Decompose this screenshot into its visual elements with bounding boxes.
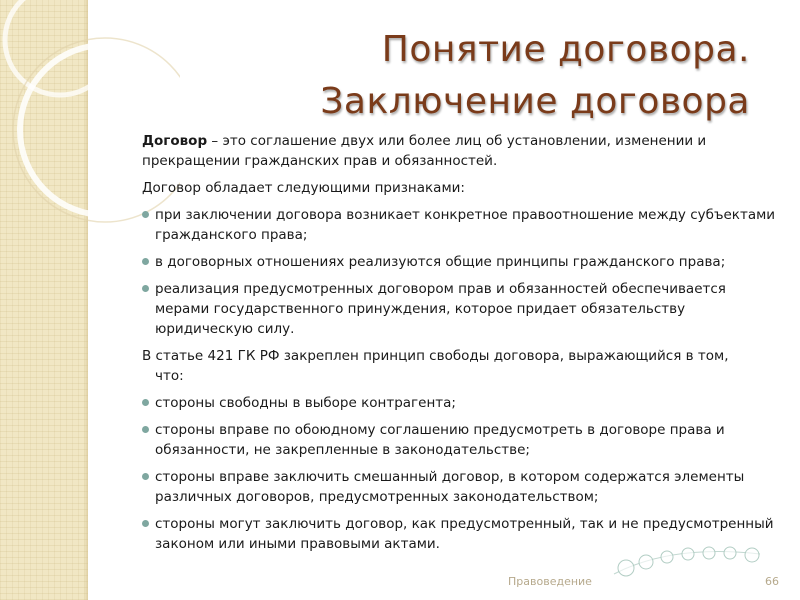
list-item-text: при заключении договора возникает конкретное правоотношение между субъектами гражданского права; — [155, 207, 776, 243]
decorative-side-band — [0, 0, 88, 600]
title-line-1: Понятие договора. — [381, 29, 750, 70]
list-item — [142, 393, 777, 413]
list-item-text: стороны вправе заключить смешанный договор, в котором содержатся элементы различных договоров, предусмотренных законодательством; — [155, 469, 745, 505]
bullet-icon — [142, 426, 149, 433]
slide-title — [300, 24, 750, 128]
bullet-icon — [142, 520, 149, 527]
list-item — [142, 279, 777, 339]
features-intro: Договор обладает следующими признаками: — [142, 180, 465, 196]
bullet-icon — [142, 211, 149, 218]
bullet-icon — [142, 399, 149, 406]
freedom-intro-tail: что: — [155, 368, 184, 384]
list-item-text: стороны вправе по обоюдному соглашению предусмотреть в договоре права и обязанности, не закрепленные в законодательстве; — [155, 422, 725, 458]
bullet-icon — [142, 258, 149, 265]
definition-text: – это соглашение двух или более лиц об установлении, изменении и прекращении гражданских прав и обязанностей. — [142, 133, 707, 169]
list-item — [142, 205, 777, 245]
list-item-text: стороны могут заключить договор, как предусмотренный, так и не предусмотренный законом или иными правовыми актами. — [155, 516, 774, 552]
title-line-2: Заключение договора — [320, 81, 750, 122]
list-item-text: стороны свободны в выборе контрагента; — [155, 395, 456, 411]
definition-term: Договор — [142, 133, 208, 149]
bullet-icon — [142, 285, 149, 292]
list-item — [142, 252, 777, 272]
definition-paragraph — [142, 131, 777, 171]
list-item — [142, 467, 777, 507]
freedom-intro-text: В статье 421 ГК РФ закреплен принцип свободы договора, выражающийся в том, — [142, 348, 729, 364]
decorative-circle-chain — [612, 540, 762, 584]
list-item-text: реализация предусмотренных договором прав и обязанностей обеспечивается мерами государственного принуждения, которое придает обязательству юридическую силу. — [155, 281, 726, 337]
bullet-icon — [142, 473, 149, 480]
footer-subject: Правоведение — [508, 575, 592, 588]
slide-body — [142, 131, 777, 561]
list-item-text: в договорных отношениях реализуются общие принципы гражданского права; — [155, 254, 726, 270]
page-number: 66 — [765, 575, 779, 588]
list-item — [142, 420, 777, 460]
freedom-intro — [142, 346, 777, 386]
